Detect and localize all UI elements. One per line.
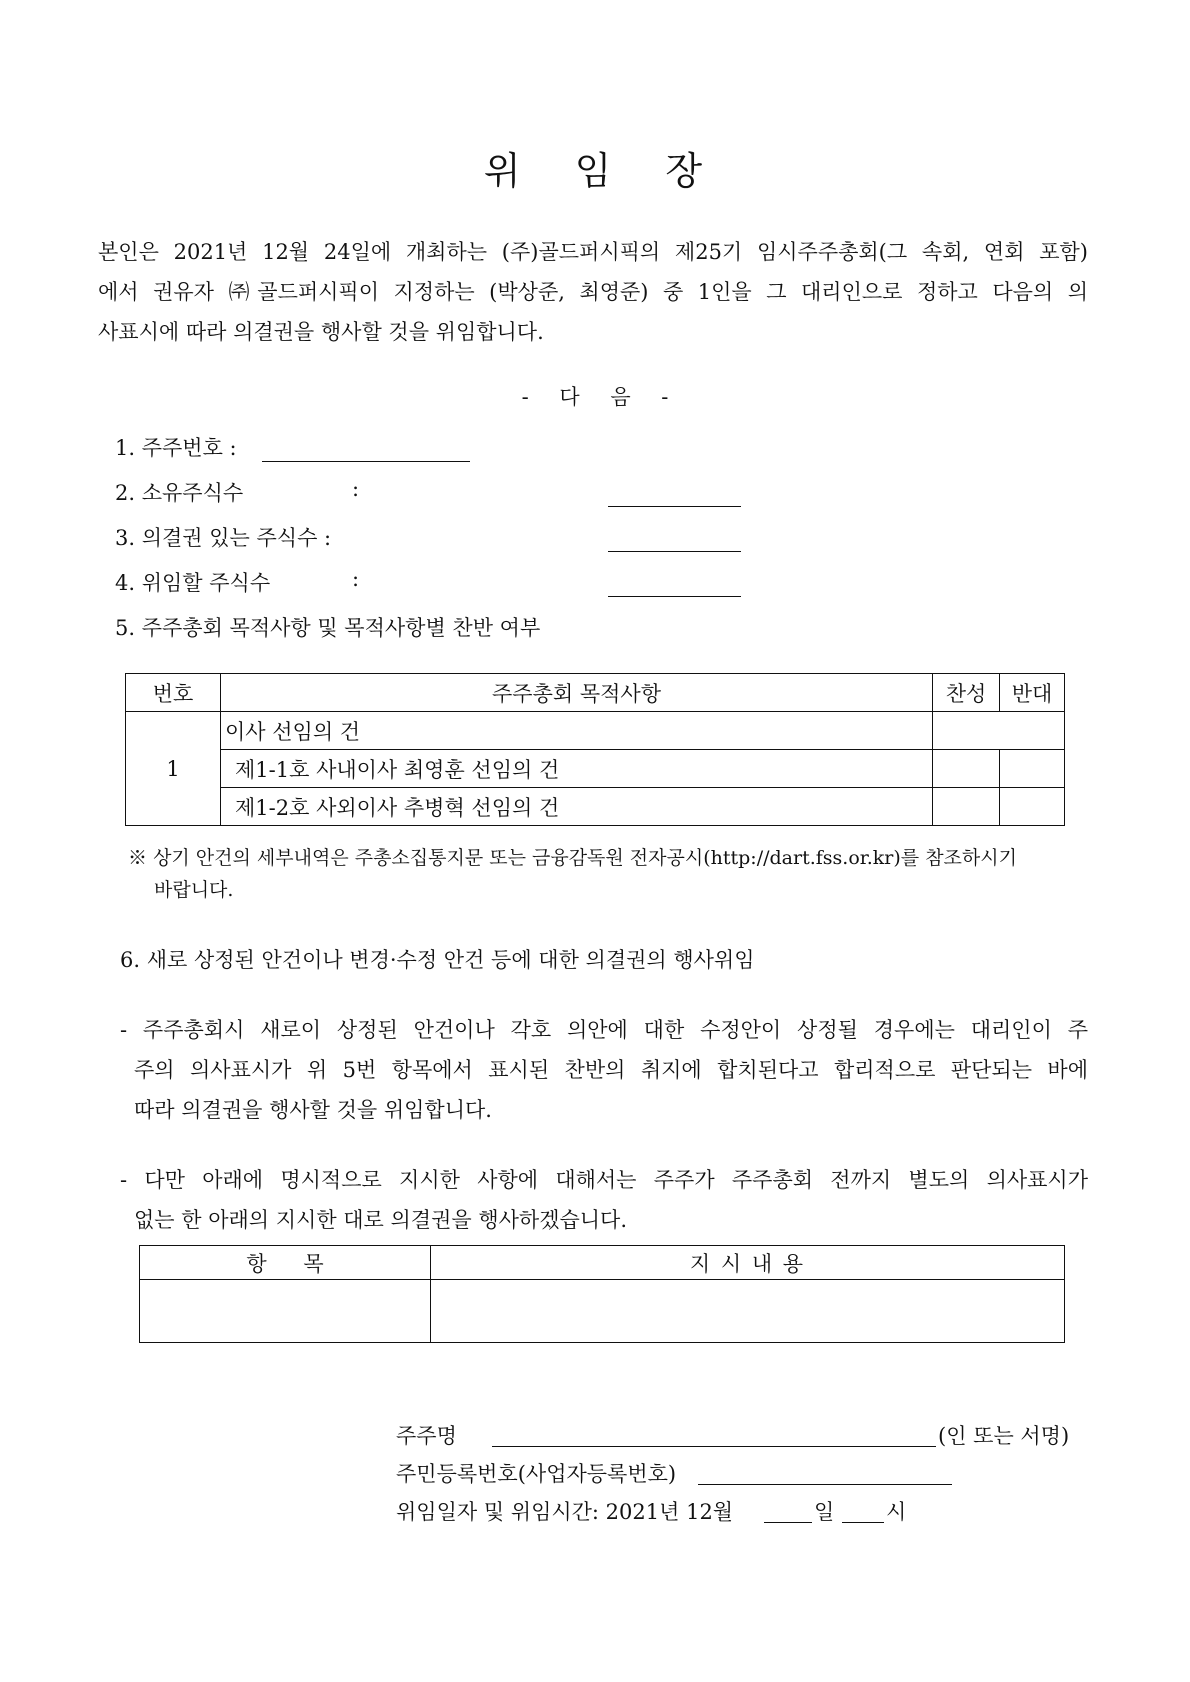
id-number-line[interactable] bbox=[698, 1484, 952, 1485]
section6-paragraph-2 bbox=[120, 1160, 1088, 1240]
field-colon: : bbox=[352, 477, 360, 501]
vote-cell[interactable] bbox=[933, 712, 1065, 750]
hour-line[interactable] bbox=[842, 1522, 884, 1523]
section6-paragraph-1 bbox=[120, 1010, 1088, 1130]
paragraph-line: - 주주총회시 새로이 상정된 안건이나 각호 의안에 대한 수정안이 상정될 경우에는 대리인이 주 bbox=[120, 1018, 1088, 1042]
field-voting-shares: 3. 의결권 있는 주식수 : bbox=[115, 526, 332, 550]
voting-shares-line[interactable] bbox=[608, 551, 741, 552]
note-mark: ※ bbox=[128, 847, 148, 869]
paragraph-line: 없는 한 아래의 지시한 대로 의결권을 행사하겠습니다. bbox=[134, 1208, 628, 1232]
table-row bbox=[140, 1280, 1065, 1343]
table-row bbox=[126, 712, 1065, 750]
agenda-item: 이사 선임의 건 bbox=[221, 712, 933, 750]
field-delegated-shares: 4. 위임할 주식수 bbox=[115, 571, 271, 595]
note-line: 상기 안건의 세부내역은 주총소집통지문 또는 금융감독원 전자공시(http://dart.fss.or.kr)를 참조하시기 bbox=[153, 847, 1017, 869]
intro-line: 본인은 2021년 12월 24일에 개최하는 (주)골드퍼시픽의 제25기 임시주주총회(그 속회, 연회 포함) bbox=[98, 240, 1088, 264]
field-colon: : bbox=[352, 567, 360, 591]
item-cell[interactable] bbox=[140, 1280, 431, 1343]
agenda-item: 제1-2호 사외이사 추병혁 선임의 건 bbox=[221, 788, 933, 826]
oppose-cell[interactable] bbox=[1000, 788, 1065, 826]
reference-note bbox=[128, 842, 1088, 906]
approve-cell[interactable] bbox=[933, 750, 1000, 788]
table-row bbox=[126, 750, 1065, 788]
delegated-shares-line[interactable] bbox=[608, 596, 741, 597]
hour-label: 시 bbox=[886, 1500, 907, 1524]
intro-line: 에서 권유자 ㈜골드퍼시픽이 지정하는 (박상준, 최영준) 중 1인을 그 대리인으로 정하고 다음의 의 bbox=[98, 280, 1088, 304]
agenda-table bbox=[125, 673, 1065, 826]
paragraph-line: 따라 의결권을 행사할 것을 위임합니다. bbox=[134, 1098, 492, 1122]
field-owned-shares: 2. 소유주식수 bbox=[115, 481, 244, 505]
id-number-label: 주민등록번호(사업자등록번호) bbox=[396, 1462, 677, 1486]
table-header-row bbox=[126, 674, 1065, 712]
day-line[interactable] bbox=[764, 1522, 812, 1523]
seal-or-signature-label: (인 또는 서명) bbox=[938, 1424, 1070, 1448]
agenda-number: 1 bbox=[126, 712, 221, 826]
table-row bbox=[126, 788, 1065, 826]
header-agenda: 주주총회 목적사항 bbox=[221, 674, 933, 712]
section-heading: - 다 음 - bbox=[521, 385, 669, 409]
header-instruction: 지 시 내 용 bbox=[431, 1246, 1065, 1280]
instruction-table bbox=[139, 1245, 1065, 1343]
header-oppose: 반대 bbox=[1000, 674, 1065, 712]
owned-shares-line[interactable] bbox=[608, 506, 741, 507]
table-header-row bbox=[140, 1246, 1065, 1280]
header-item: 항 목 bbox=[140, 1246, 431, 1280]
header-approve: 찬성 bbox=[933, 674, 1000, 712]
delegation-date-label: 위임일자 및 위임시간: 2021년 12월 bbox=[396, 1500, 734, 1524]
shareholder-name-label: 주주명 bbox=[396, 1424, 457, 1448]
document-title: 위 임 장 bbox=[483, 149, 707, 193]
note-line: 바랍니다. bbox=[154, 879, 234, 901]
approve-cell[interactable] bbox=[933, 788, 1000, 826]
section6-heading: 6. 새로 상정된 안건이나 변경·수정 안건 등에 대한 의결권의 행사위임 bbox=[120, 948, 755, 972]
day-label: 일 bbox=[814, 1500, 835, 1524]
field-agenda-heading: 5. 주주총회 목적사항 및 목적사항별 찬반 여부 bbox=[115, 616, 541, 640]
intro-paragraph bbox=[98, 232, 1088, 352]
paragraph-line: 주의 의사표시가 위 5번 항목에서 표시된 찬반의 취지에 합치된다고 합리적으로 판단되는 바에 bbox=[134, 1058, 1088, 1082]
field-shareholder-number: 1. 주주번호 : bbox=[115, 436, 237, 460]
oppose-cell[interactable] bbox=[1000, 750, 1065, 788]
instruction-cell[interactable] bbox=[431, 1280, 1065, 1343]
intro-line: 사표시에 따라 의결권을 행사할 것을 위임합니다. bbox=[98, 320, 544, 344]
agenda-item: 제1-1호 사내이사 최영훈 선임의 건 bbox=[221, 750, 933, 788]
shareholder-number-line[interactable] bbox=[262, 461, 470, 462]
shareholder-name-line[interactable] bbox=[492, 1446, 936, 1447]
paragraph-line: - 다만 아래에 명시적으로 지시한 사항에 대해서는 주주가 주주총회 전까지 별도의 의사표시가 bbox=[120, 1168, 1088, 1192]
header-number: 번호 bbox=[126, 674, 221, 712]
